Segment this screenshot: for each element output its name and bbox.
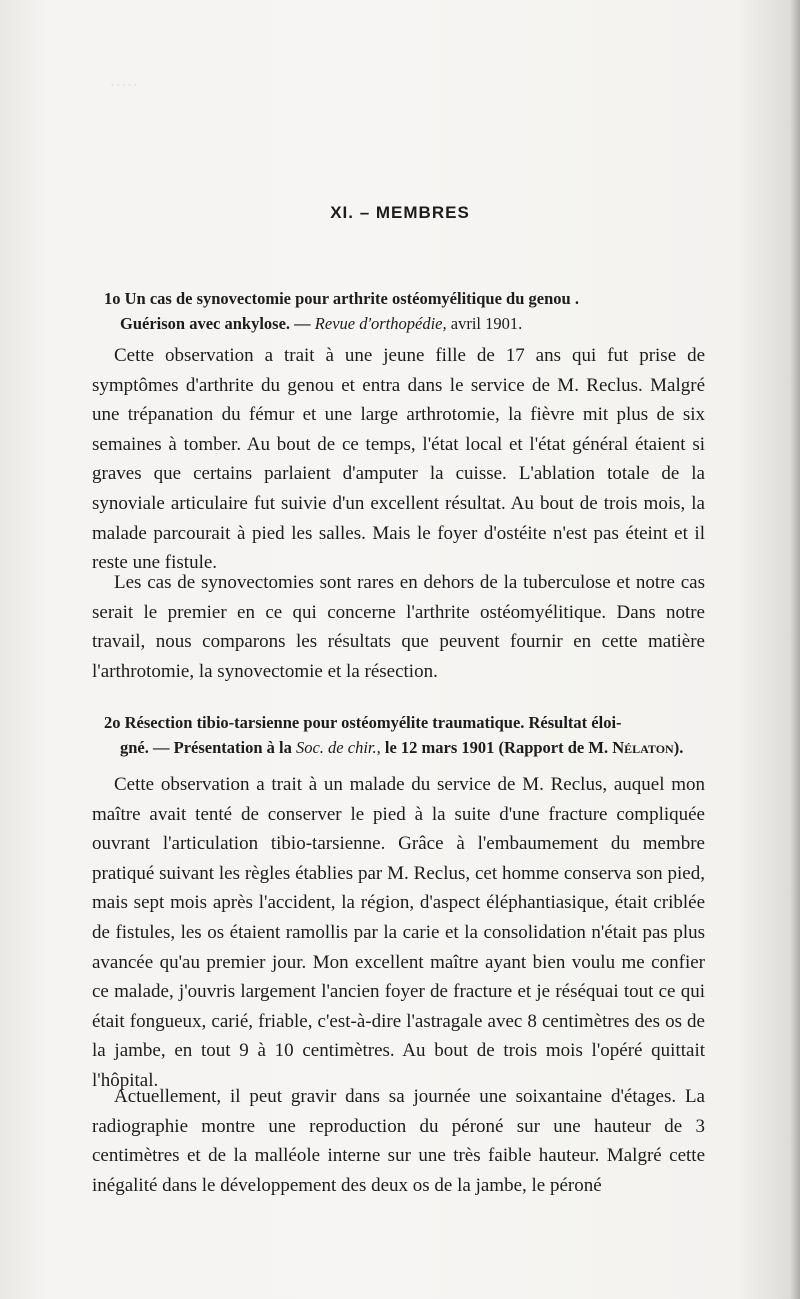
bleed-through-header: ..... — [110, 70, 139, 91]
article-1-paragraph-2: Les cas de synovectomies sont rares en dehors de la tuberculose et notre cas serait le premier en ce qui concerne l'arthrite ostéomyélitique. Dans notre travail, nous comparons les résultats que peuvent fournir en cette matière l'arthrotomie, la synovectomie et la résection. — [92, 572, 705, 682]
section-title: XI. – MEMBRES — [330, 203, 470, 222]
article-1-paragraph-1: Cette observation a trait à une jeune fille de 17 ans qui fut prise de symptômes d'arthrite du genou et entra dans le service de M. Reclus. Malgré une trépanation du fémur et une large arthrotomie, la fièvre mit plus de six semaines à tomber. Au bout de ce temps, l'état local et l'état général étaient si graves que certains parlaient d'amputer la cuisse. L'ablation totale de la synoviale articulaire fut suivie d'un excellent résultat. Au bout de trois mois, la malade parcourait à pied les salles. Mais le foyer d'ostéite n'est pas éteint et il reste une fistule. — [92, 345, 705, 574]
article-2-title-close: ). — [673, 738, 684, 757]
article-2-source: Soc. de chir., — [295, 738, 381, 757]
article-1-title-result: Guérison avec ankylose. — — [120, 314, 311, 333]
article-2-heading — [104, 710, 694, 760]
article-1-number: 1o — [104, 289, 121, 308]
article-2-paragraph-2: Actuellement, il peut gravir dans sa journée une soixantaine d'étages. La radiographie montre une reproduction du péroné sur une hauteur de 3 centimètres et de la malléole interne sur une très faible hauteur. Malgré cette inégalité dans le développement des deux os de la jambe, le péroné — [92, 1086, 705, 1196]
article-1-date: avril 1901. — [450, 314, 523, 333]
article-2-number: 2o — [104, 713, 121, 732]
article-2-rapporteur: Nélaton — [612, 738, 674, 757]
article-1-source: Revue d'orthopédie, — [314, 314, 447, 333]
article-2-title-line2 — [104, 735, 694, 760]
article-1-title-line2 — [104, 311, 694, 336]
article-2-title-presentation: gné. — Présentation à la — [120, 738, 292, 757]
article-1-heading — [104, 286, 694, 336]
article-2-title-line1: Résection tibio-tarsienne pour ostéomyélite traumatique. Résultat éloi- — [124, 713, 622, 732]
article-2-date: le 12 mars 1901 (Rapport de M. — [384, 738, 609, 757]
article-2-paragraph-1: Cette observation a trait à un malade du service de M. Reclus, auquel mon maître avait tenté de conserver le pied à la suite d'une fracture compliquée ouvrant l'articulation tibio-tarsienne. Grâce à l'embaumement du membre pratiqué suivant les règles établies par M. Reclus, cet homme conserva son pied, mais sept mois après l'accident, la région, d'aspect éléphantiasique, était criblée de fistules, les os étaient ramollis par la carie et la consolidation n'était pas plus avancée qu'au premier jour. Mon excellent maître ayant bien voulu me confier ce malade, j'ouvris largement l'ancien foyer de fracture et je réséquai tout ce qui était fongueux, carié, friable, c'est-à-dire l'astragale avec 8 centimètres des os de la jambe, en tout 9 à 10 centimètres. Au bout de trois mois l'opéré quittait l'hôpital. — [92, 774, 705, 1091]
article-1-title-line1: Un cas de synovectomie pour arthrite ostéomyélitique du genou . — [124, 289, 579, 308]
page-edge-shadow — [790, 0, 800, 1299]
